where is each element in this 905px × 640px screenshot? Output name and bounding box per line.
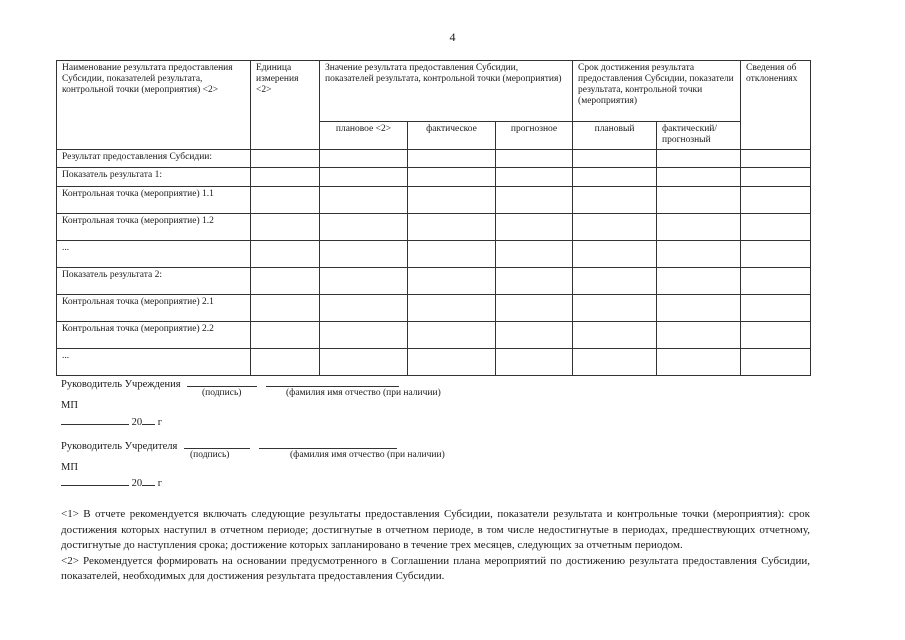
year-blank (142, 414, 155, 425)
row-label: Результат предоставления Субсидии: (57, 150, 251, 168)
header-forecast: прогнозное (496, 122, 573, 150)
header-deadline-actual: фактический/ прогнозный (657, 122, 741, 150)
head-of-institution-label: Руководитель Учреждения (61, 379, 181, 390)
table-row (57, 295, 811, 322)
header-name: Наименование результата предоставления Субсидии, показателей результата, контрольной точки (мероприятия) <2> (57, 61, 251, 150)
row-label: Контрольная точка (мероприятие) 1.1 (57, 187, 251, 214)
year-suffix: г (157, 417, 163, 428)
header-actual: фактическое (408, 122, 496, 150)
table-row (57, 168, 811, 187)
date-line (61, 414, 162, 428)
date-blank (61, 414, 129, 425)
name-blank (266, 376, 399, 387)
table-row (57, 150, 811, 168)
name-hint: (фамилия имя отчество (при наличии) (290, 450, 445, 460)
date-line (61, 475, 162, 489)
head-of-founder-label: Руководитель Учредителя (61, 441, 178, 452)
table-row (57, 322, 811, 349)
header-planned: плановое <2> (320, 122, 408, 150)
page-number: 4 (449, 30, 456, 44)
year-label: 20 (131, 417, 143, 428)
header-unit: Единица измерения <2> (251, 61, 320, 150)
row-label: Контрольная точка (мероприятие) 2.1 (57, 295, 251, 322)
footnotes (61, 507, 810, 585)
name-blank (259, 438, 397, 449)
name-hint: (фамилия имя отчество (при наличии) (286, 388, 441, 398)
table-row (57, 214, 811, 241)
table-row (57, 187, 811, 214)
year-blank (142, 475, 155, 486)
stamp-label: МП (61, 400, 78, 411)
signature-blank (184, 438, 250, 449)
stamp-label: МП (61, 462, 78, 473)
table-row (57, 241, 811, 268)
row-label: Показатель результата 2: (57, 268, 251, 295)
table-row (57, 349, 811, 376)
footnote-2: <2> Рекомендуется формировать на основании предусмотренного в Соглашении плана мероприятий по достижению результата предоставления Субсидии, показателей, необходимых для достижения результата предоставления Субсидии. (61, 554, 810, 582)
row-label: Показатель результата 1: (57, 168, 251, 187)
header-deadline-group: Срок достижения результата предоставления Субсидии, показатели результата, контрольной точки (мероприятия) (573, 61, 741, 122)
report-table (56, 60, 811, 376)
year-suffix: г (157, 478, 163, 489)
row-label: Контрольная точка (мероприятие) 1.2 (57, 214, 251, 241)
header-deviations: Сведения об отклонениях (741, 61, 811, 150)
signature-hint: (подпись) (202, 388, 242, 398)
signature-hint: (подпись) (190, 450, 230, 460)
row-label: ... (57, 241, 251, 268)
header-value-group: Значение результата предоставления Субсидии, показателей результата, контрольной точки (мероприятия) (320, 61, 573, 122)
year-label: 20 (131, 478, 143, 489)
row-label: Контрольная точка (мероприятие) 2.2 (57, 322, 251, 349)
date-blank (61, 475, 129, 486)
signature-blank (187, 376, 257, 387)
row-label: ... (57, 349, 251, 376)
header-deadline-planned: плановый (573, 122, 657, 150)
footnote-1: <1> В отчете рекомендуется включать следующие результаты предоставления Субсидии, показатели результата и контрольные точки (мероприятия): срок достижения которых наступил в отчетном периоде; достигнутые в отчетном периоде, в том числе недостигнутые в периодах, предшествующих отчетному, достигнутые до наступления срока; достижение которых запланировано в течение трех месяцев, следующих за отчетным периодом. (61, 508, 810, 551)
table-row (57, 268, 811, 295)
